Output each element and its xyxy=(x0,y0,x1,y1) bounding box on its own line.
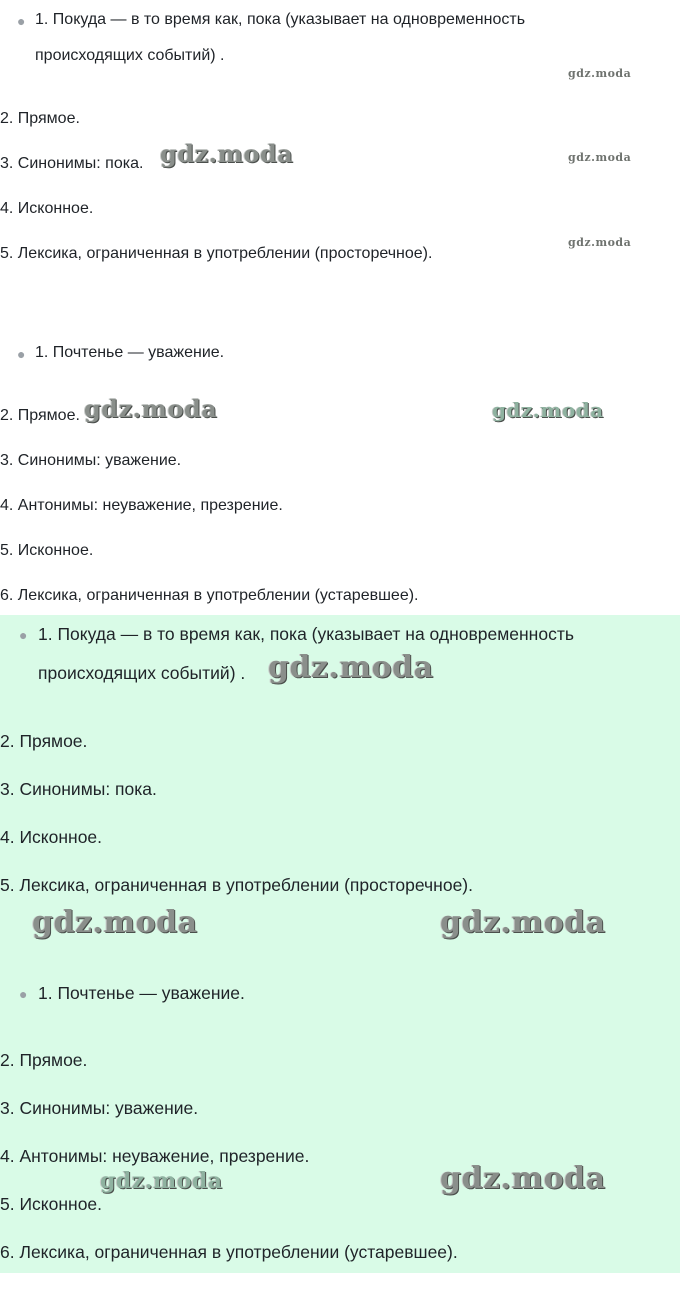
bullet: ● xyxy=(19,627,28,643)
watermark-logo: gdz.moda xyxy=(568,151,632,164)
watermark-logo: gdz.moda xyxy=(440,905,606,940)
list-item: 5. Лексика, ограниченная в употреблении (просторечное). xyxy=(0,245,433,262)
list-item: 1. Почтенье — уважение. xyxy=(35,344,225,361)
watermark-logo: gdz.moda xyxy=(160,139,294,168)
list-item: 1. Почтенье — уважение. xyxy=(38,983,245,1003)
list-item: 2. Прямое. xyxy=(0,407,80,424)
list-item: 3. Синонимы: уважение. xyxy=(0,452,182,469)
list-item: 2. Прямое. xyxy=(0,731,88,751)
list-item: 4. Исконное. xyxy=(0,827,103,847)
list-item: 2. Прямое. xyxy=(0,1050,88,1070)
watermark-logo: gdz.moda xyxy=(568,67,632,80)
list-item-continuation: происходящих событий) . xyxy=(38,663,246,683)
watermark-logo: gdz.moda xyxy=(492,398,604,422)
watermark-logo: gdz.moda xyxy=(440,1161,606,1196)
list-item: 1. Покуда — в то время как, пока (указывает на одновременность xyxy=(35,11,526,28)
watermark-logo: gdz.moda xyxy=(100,1168,223,1194)
list-item: 6. Лексика, ограниченная в употреблении (устаревшее). xyxy=(0,587,419,604)
bullet: ● xyxy=(19,986,28,1002)
list-item: 2. Прямое. xyxy=(0,110,80,127)
watermark-logo: gdz.moda xyxy=(32,905,198,940)
list-item: 3. Синонимы: уважение. xyxy=(0,1098,199,1118)
list-item: 4. Исконное. xyxy=(0,200,94,217)
list-item: 5. Лексика, ограниченная в употреблении (просторечное). xyxy=(0,875,473,895)
list-item: 5. Исконное. xyxy=(0,542,94,559)
list-item: 5. Исконное. xyxy=(0,1194,103,1214)
bullet: ● xyxy=(17,346,26,362)
list-item: 4. Антонимы: неуважение, презрение. xyxy=(0,497,283,514)
list-item: 4. Антонимы: неуважение, презрение. xyxy=(0,1146,310,1166)
watermark-logo: gdz.moda xyxy=(568,236,632,249)
list-item: 1. Покуда — в то время как, пока (указывает на одновременность xyxy=(38,624,574,644)
list-item: 3. Синонимы: пока. xyxy=(0,155,144,172)
list-item: 6. Лексика, ограниченная в употреблении (устаревшее). xyxy=(0,1242,458,1262)
watermark-logo: gdz.moda xyxy=(84,394,218,423)
watermark-logo: gdz.moda xyxy=(268,650,434,685)
list-item-continuation: происходящих событий) . xyxy=(35,47,225,64)
bullet: ● xyxy=(17,13,26,29)
list-item: 3. Синонимы: пока. xyxy=(0,779,157,799)
